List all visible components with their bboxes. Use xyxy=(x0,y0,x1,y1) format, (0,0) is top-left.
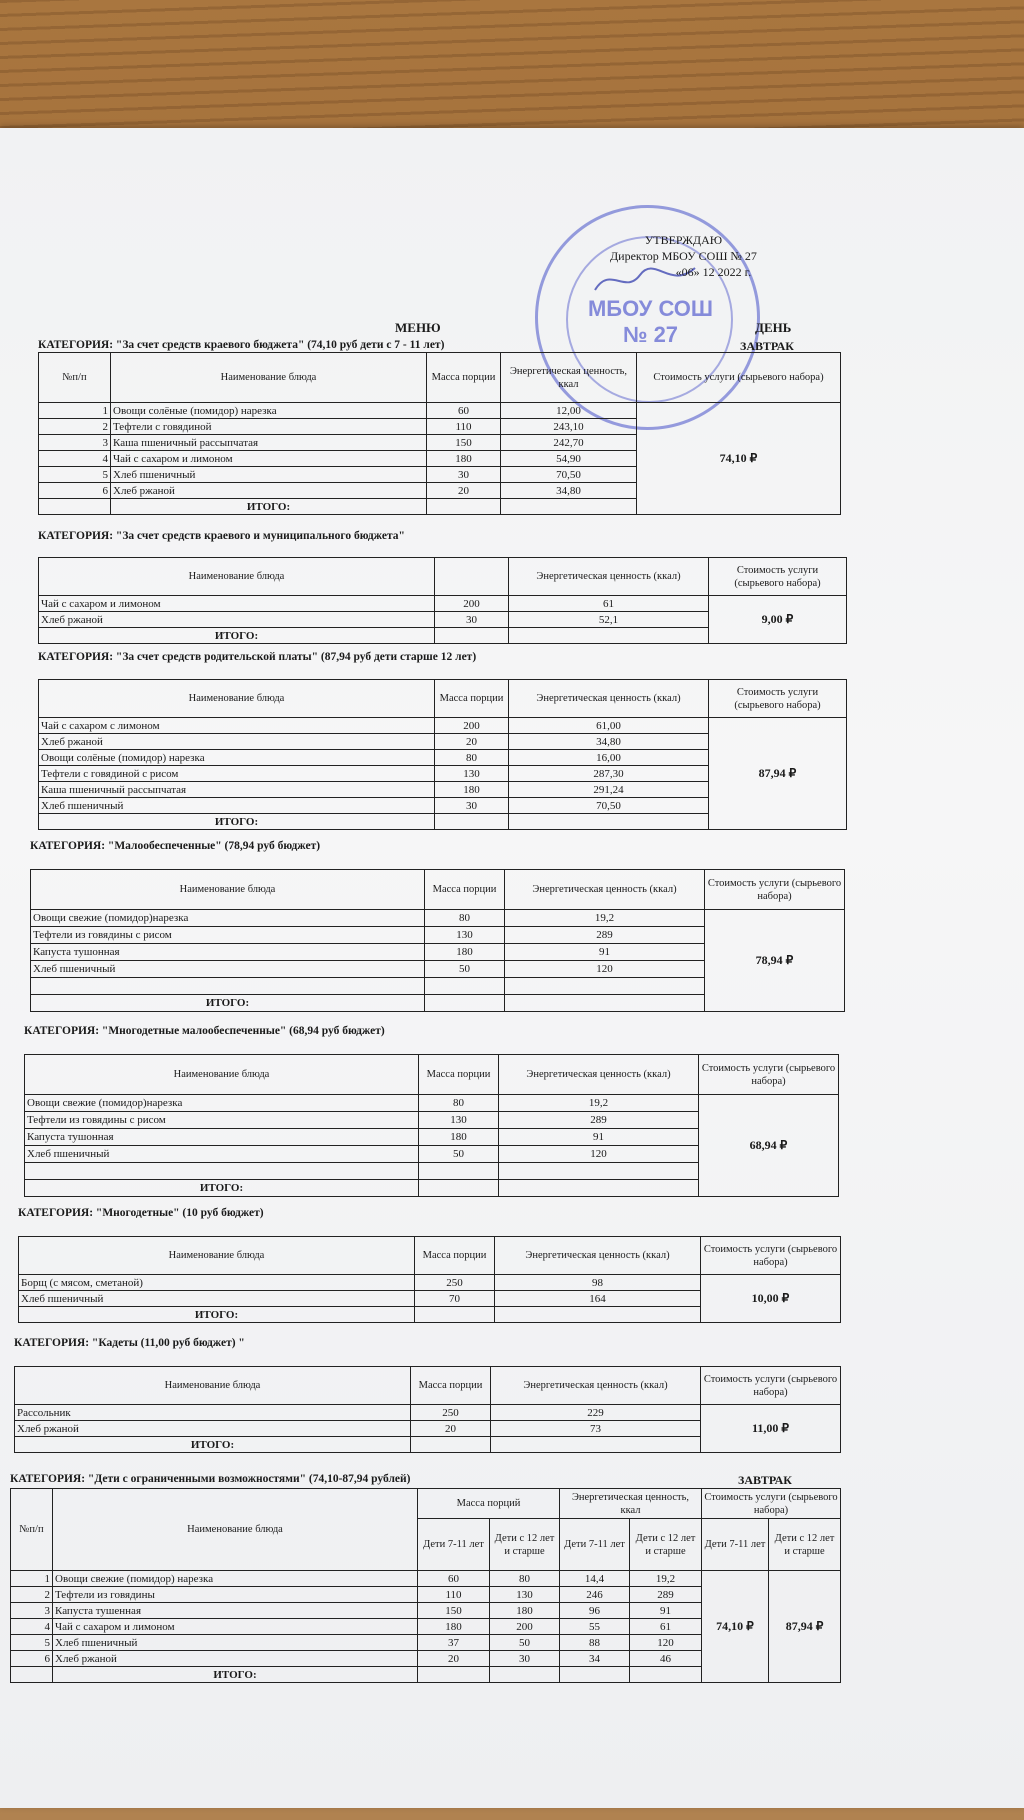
portion-mass: 70 xyxy=(415,1291,495,1307)
mass-age-2: 180 xyxy=(490,1603,560,1619)
dish-name: Рассольник xyxy=(15,1405,411,1421)
total-label: ИТОГО: xyxy=(15,1437,411,1453)
col-cost: Стоимость услуги (сырьевого набора) xyxy=(637,353,841,403)
col-cost: Стоимость услуги (сырьевого набора) xyxy=(701,1237,841,1275)
energy-value: 120 xyxy=(505,961,705,978)
col-age-2: Дети с 12 лет и старше xyxy=(769,1519,841,1571)
table-row xyxy=(39,403,841,419)
dish-name: Овощи солёные (помидор) нарезка xyxy=(111,403,427,419)
category-title: КАТЕГОРИЯ: "Кадеты (11,00 руб бюджет) " xyxy=(14,1337,245,1349)
col-cost: Стоимость услуги (сырьевого набора) xyxy=(709,558,847,596)
dish-name: Борщ (с мясом, сметаной) xyxy=(19,1275,415,1291)
col-name: Наименование блюда xyxy=(53,1489,418,1571)
portion-mass: 200 xyxy=(435,596,509,612)
dish-name: Тефтели из говядины с рисом xyxy=(31,927,425,944)
col-name: Наименование блюда xyxy=(15,1367,411,1405)
portion-mass: 20 xyxy=(435,734,509,750)
dish-name xyxy=(25,1163,419,1180)
dish-name xyxy=(31,978,425,995)
mass-age-1: 60 xyxy=(418,1571,490,1587)
energy-age-2: 46 xyxy=(630,1651,702,1667)
dish-name: Хлеб ржаной xyxy=(39,734,435,750)
mass-age-1: 110 xyxy=(418,1587,490,1603)
col-mass: Масса порции xyxy=(435,680,509,718)
energy-value: 34,80 xyxy=(501,483,637,499)
portion-mass: 80 xyxy=(419,1095,499,1112)
table-row xyxy=(39,718,847,734)
category-price: 74,10 ₽ xyxy=(637,403,841,515)
dish-name: Каша пшеничный рассыпчатая xyxy=(39,782,435,798)
category-menu-table xyxy=(38,557,847,644)
col-energy: Энергетическая ценность (ккал) xyxy=(491,1367,701,1405)
energy-value: 34,80 xyxy=(509,734,709,750)
energy-value: 229 xyxy=(491,1405,701,1421)
col-name: Наименование блюда xyxy=(39,558,435,596)
portion-mass: 80 xyxy=(435,750,509,766)
col-age-1: Дети 7-11 лет xyxy=(560,1519,630,1571)
table-row xyxy=(25,1095,839,1112)
energy-age-2: 19,2 xyxy=(630,1571,702,1587)
category-price: 87,94 ₽ xyxy=(709,718,847,830)
row-num: 5 xyxy=(11,1635,53,1651)
col-energy: Энергетическая ценность (ккал) xyxy=(499,1055,699,1095)
row-num: 6 xyxy=(39,483,111,499)
dish-name: Чай с сахаром и лимоном xyxy=(111,451,427,467)
col-mass: Масса порций xyxy=(418,1489,560,1519)
dish-name: Хлеб пшеничный xyxy=(19,1291,415,1307)
total-label: ИТОГО: xyxy=(53,1667,418,1683)
portion-mass: 130 xyxy=(419,1112,499,1129)
row-num: 3 xyxy=(39,435,111,451)
portion-mass: 180 xyxy=(435,782,509,798)
col-cost: Стоимость услуги (сырьевого набора) xyxy=(699,1055,839,1095)
category-price: 78,94 ₽ xyxy=(705,910,845,1012)
approval-line-2: Директор МБОУ СОШ № 27 xyxy=(610,249,757,263)
category-menu-table xyxy=(38,679,847,830)
energy-value: 73 xyxy=(491,1421,701,1437)
total-label: ИТОГО: xyxy=(25,1180,419,1197)
energy-value: 164 xyxy=(495,1291,701,1307)
portion-mass: 20 xyxy=(427,483,501,499)
price-age-2: 87,94 ₽ xyxy=(769,1571,841,1683)
dish-name: Хлеб ржаной xyxy=(111,483,427,499)
col-age-2: Дети с 12 лет и старше xyxy=(630,1519,702,1571)
table-row xyxy=(11,1571,841,1587)
energy-value: 289 xyxy=(499,1112,699,1129)
portion-mass: 30 xyxy=(435,798,509,814)
category-title: КАТЕГОРИЯ: "За счет средств краевого и муниципального бюджета" xyxy=(38,530,405,542)
approval-line-3: «06» 12 2022 г. xyxy=(675,265,752,279)
energy-age-1: 34 xyxy=(560,1651,630,1667)
portion-mass: 130 xyxy=(425,927,505,944)
school-seal-stamp: МБОУ СОШ № 27 xyxy=(535,205,760,430)
row-num: 5 xyxy=(39,467,111,483)
category-title: КАТЕГОРИЯ: "За счет средств краевого бюджета" (74,10 руб дети с 7 - 11 лет) xyxy=(38,339,445,351)
approval-line-1: УТВЕРЖДАЮ xyxy=(644,233,723,247)
dish-name: Хлеб ржаной xyxy=(15,1421,411,1437)
category-menu-table xyxy=(38,352,841,515)
energy-value: 16,00 xyxy=(509,750,709,766)
portion-mass: 30 xyxy=(427,467,501,483)
total-label: ИТОГО: xyxy=(31,995,425,1012)
day-label: ДЕНЬ xyxy=(755,320,792,335)
energy-age-1: 88 xyxy=(560,1635,630,1651)
energy-value: 12,00 xyxy=(501,403,637,419)
portion-mass: 30 xyxy=(435,612,509,628)
dish-name: Овощи свежие (помидор) нарезка xyxy=(53,1571,418,1587)
mass-age-1: 150 xyxy=(418,1603,490,1619)
energy-value: 98 xyxy=(495,1275,701,1291)
col-cost: Стоимость услуги (сырьевого набора) xyxy=(701,1367,841,1405)
portion-mass: 60 xyxy=(427,403,501,419)
total-label: ИТОГО: xyxy=(111,499,427,515)
energy-age-2: 61 xyxy=(630,1619,702,1635)
dish-name: Тефтели из говядины с рисом xyxy=(25,1112,419,1129)
col-energy: Энергетическая ценность (ккал) xyxy=(505,870,705,910)
category-menu-table xyxy=(30,869,845,1012)
mass-age-2: 30 xyxy=(490,1651,560,1667)
energy-age-2: 91 xyxy=(630,1603,702,1619)
col-energy: Энергетическая ценность (ккал) xyxy=(509,680,709,718)
wooden-table-background xyxy=(0,0,1024,140)
dish-name: Хлеб пшеничный xyxy=(111,467,427,483)
col-age-2: Дети с 12 лет и старше xyxy=(490,1519,560,1571)
dish-name: Чай с сахаром с лимоном xyxy=(39,718,435,734)
energy-age-2: 120 xyxy=(630,1635,702,1651)
category-menu-table xyxy=(24,1054,839,1197)
col-cost: Стоимость услуги (сырьевого набора) xyxy=(705,870,845,910)
portion-mass: 200 xyxy=(435,718,509,734)
menu-title: МЕНЮ xyxy=(395,320,441,335)
row-num: 2 xyxy=(39,419,111,435)
mass-age-1: 37 xyxy=(418,1635,490,1651)
mass-age-1: 20 xyxy=(418,1651,490,1667)
category-price: 10,00 ₽ xyxy=(701,1275,841,1323)
portion-mass: 150 xyxy=(427,435,501,451)
special-category-title: КАТЕГОРИЯ: "Дети с ограниченными возможностями" (74,10-87,94 рублей) xyxy=(10,1473,411,1485)
col-age-1: Дети 7-11 лет xyxy=(702,1519,769,1571)
col-mass: Масса порции xyxy=(419,1055,499,1095)
category-title: КАТЕГОРИЯ: "Многодетные малообеспеченные" (68,94 руб бюджет) xyxy=(24,1025,385,1037)
dish-name: Чай с сахаром и лимоном xyxy=(53,1619,418,1635)
energy-value xyxy=(499,1163,699,1180)
portion-mass: 250 xyxy=(411,1405,491,1421)
mass-age-2: 50 xyxy=(490,1635,560,1651)
energy-value: 61 xyxy=(509,596,709,612)
category-title: КАТЕГОРИЯ: "Многодетные" (10 руб бюджет) xyxy=(18,1207,264,1219)
dish-name: Тефтели с говядиной с рисом xyxy=(39,766,435,782)
row-num: 1 xyxy=(39,403,111,419)
dish-name: Каша пшеничный рассыпчатая xyxy=(111,435,427,451)
dish-name: Хлеб пшеничный xyxy=(25,1146,419,1163)
category-menu-table xyxy=(18,1236,841,1323)
col-name: Наименование блюда xyxy=(19,1237,415,1275)
portion-mass: 50 xyxy=(419,1146,499,1163)
col-cost: Стоимость услуги (сырьевого набора) xyxy=(702,1489,841,1519)
energy-value: 291,24 xyxy=(509,782,709,798)
category-price: 9,00 ₽ xyxy=(709,596,847,644)
dish-name: Овощи свежие (помидор)нарезка xyxy=(25,1095,419,1112)
dish-name: Хлеб ржаной xyxy=(39,612,435,628)
energy-value: 61,00 xyxy=(509,718,709,734)
portion-mass xyxy=(419,1163,499,1180)
energy-age-2: 289 xyxy=(630,1587,702,1603)
category-price: 11,00 ₽ xyxy=(701,1405,841,1453)
col-cost: Стоимость услуги (сырьевого набора) xyxy=(709,680,847,718)
row-num: 4 xyxy=(39,451,111,467)
col-num: №п/п xyxy=(39,353,111,403)
portion-mass: 180 xyxy=(427,451,501,467)
col-energy: Энергетическая ценность, ккал xyxy=(560,1489,702,1519)
energy-value xyxy=(505,978,705,995)
dish-name: Овощи свежие (помидор)нарезка xyxy=(31,910,425,927)
dish-name: Тефтели с говядиной xyxy=(111,419,427,435)
energy-value: 243,10 xyxy=(501,419,637,435)
col-age-1: Дети 7-11 лет xyxy=(418,1519,490,1571)
energy-value: 19,2 xyxy=(505,910,705,927)
dish-name: Овощи солёные (помидор) нарезка xyxy=(39,750,435,766)
dish-name: Тефтели из говядины xyxy=(53,1587,418,1603)
col-energy: Энергетическая ценность (ккал) xyxy=(509,558,709,596)
col-mass: Масса порции xyxy=(425,870,505,910)
mass-age-2: 130 xyxy=(490,1587,560,1603)
energy-value: 54,90 xyxy=(501,451,637,467)
row-num: 6 xyxy=(11,1651,53,1667)
dish-name: Капуста тушонная xyxy=(25,1129,419,1146)
energy-age-1: 55 xyxy=(560,1619,630,1635)
portion-mass: 110 xyxy=(427,419,501,435)
category-price: 68,94 ₽ xyxy=(699,1095,839,1197)
col-name: Наименование блюда xyxy=(111,353,427,403)
dish-name: Чай с сахаром и лимоном xyxy=(39,596,435,612)
mass-age-2: 200 xyxy=(490,1619,560,1635)
mass-age-1: 180 xyxy=(418,1619,490,1635)
energy-age-1: 96 xyxy=(560,1603,630,1619)
energy-value: 242,70 xyxy=(501,435,637,451)
portion-mass: 130 xyxy=(435,766,509,782)
price-age-1: 74,10 ₽ xyxy=(702,1571,769,1683)
col-energy: Энергетическая ценность (ккал) xyxy=(495,1237,701,1275)
energy-value: 52,1 xyxy=(509,612,709,628)
energy-value: 70,50 xyxy=(501,467,637,483)
row-num: 2 xyxy=(11,1587,53,1603)
energy-value: 120 xyxy=(499,1146,699,1163)
dish-name: Капуста тушенная xyxy=(53,1603,418,1619)
table-row xyxy=(31,910,845,927)
row-num: 3 xyxy=(11,1603,53,1619)
table-row xyxy=(39,596,847,612)
col-name: Наименование блюда xyxy=(39,680,435,718)
portion-mass: 80 xyxy=(425,910,505,927)
category-menu-table xyxy=(14,1366,841,1453)
special-menu-table xyxy=(10,1488,841,1683)
energy-age-1: 246 xyxy=(560,1587,630,1603)
energy-value: 91 xyxy=(499,1129,699,1146)
portion-mass: 50 xyxy=(425,961,505,978)
energy-value: 289 xyxy=(505,927,705,944)
category-title: КАТЕГОРИЯ: "За счет средств родительской платы" (87,94 руб дети старше 12 лет) xyxy=(38,651,477,663)
total-label: ИТОГО: xyxy=(39,628,435,644)
portion-mass: 250 xyxy=(415,1275,495,1291)
total-label: ИТОГО: xyxy=(39,814,435,830)
col-name: Наименование блюда xyxy=(31,870,425,910)
energy-value: 70,50 xyxy=(509,798,709,814)
approval-block xyxy=(610,232,757,280)
col-mass xyxy=(435,558,509,596)
dish-name: Хлеб пшеничный xyxy=(39,798,435,814)
table-row xyxy=(15,1405,841,1421)
total-label: ИТОГО: xyxy=(19,1307,415,1323)
energy-value: 287,30 xyxy=(509,766,709,782)
mass-age-2: 80 xyxy=(490,1571,560,1587)
col-name: Наименование блюда xyxy=(25,1055,419,1095)
portion-mass: 180 xyxy=(419,1129,499,1146)
energy-age-1: 14,4 xyxy=(560,1571,630,1587)
meal-label-breakfast: ЗАВТРАК xyxy=(738,1473,793,1487)
portion-mass: 20 xyxy=(411,1421,491,1437)
col-mass: Масса порции xyxy=(415,1237,495,1275)
dish-name: Капуста тушонная xyxy=(31,944,425,961)
col-mass: Масса порции xyxy=(411,1367,491,1405)
col-energy: Энергетическая ценность, ккал xyxy=(501,353,637,403)
row-num: 1 xyxy=(11,1571,53,1587)
table-row xyxy=(19,1275,841,1291)
category-title: КАТЕГОРИЯ: "Малообеспеченные" (78,94 руб бюджет) xyxy=(30,840,321,852)
energy-value: 91 xyxy=(505,944,705,961)
energy-value: 19,2 xyxy=(499,1095,699,1112)
row-num: 4 xyxy=(11,1619,53,1635)
dish-name: Хлеб пшеничный xyxy=(31,961,425,978)
dish-name: Хлеб ржаной xyxy=(53,1651,418,1667)
portion-mass xyxy=(425,978,505,995)
dish-name: Хлеб пшеничный xyxy=(53,1635,418,1651)
meal-label-breakfast: ЗАВТРАК xyxy=(740,339,795,353)
portion-mass: 180 xyxy=(425,944,505,961)
col-num: №п/п xyxy=(11,1489,53,1571)
col-mass: Масса порции xyxy=(427,353,501,403)
